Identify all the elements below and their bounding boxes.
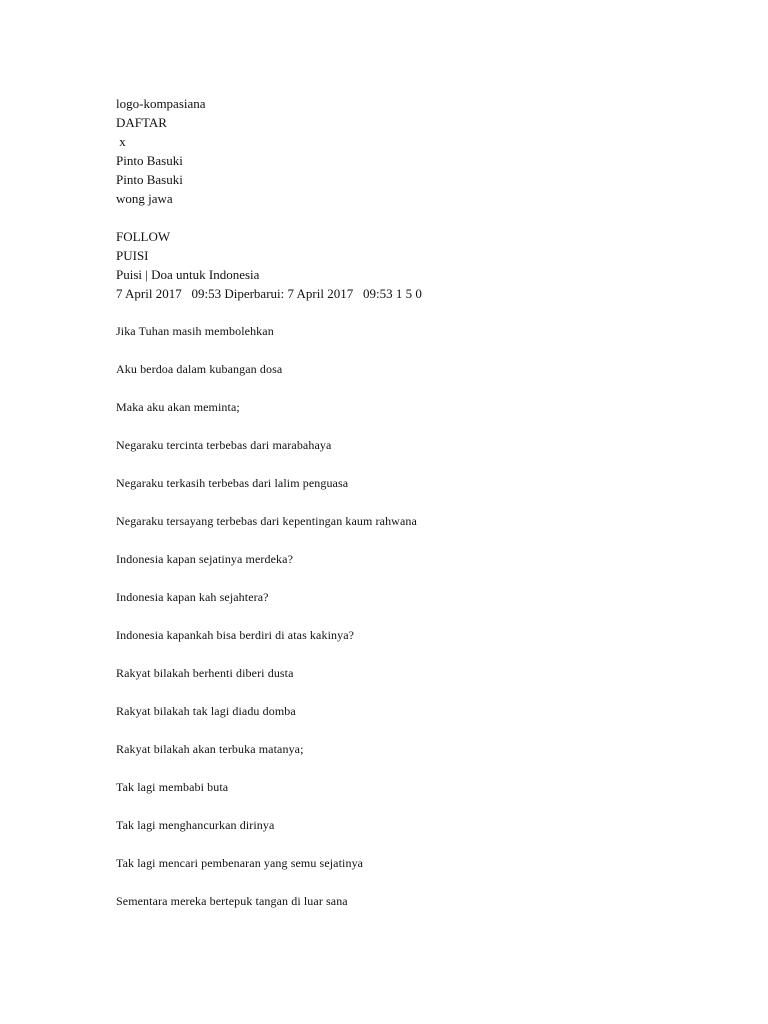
close-link[interactable]: x — [116, 134, 126, 149]
poem-line: Tak lagi membabi buta — [116, 780, 229, 794]
poem-line: Indonesia kapankah bisa berdiri di atas kakinya? — [116, 628, 355, 642]
article-title: Puisi | Doa untuk Indonesia — [116, 267, 260, 282]
category-link[interactable]: PUISI — [116, 248, 149, 263]
poem-line: Indonesia kapan kah sejahtera? — [116, 590, 269, 604]
poem-line: Negaraku tersayang terbebas dari kepentingan kaum rahwana — [116, 514, 417, 528]
poem-line: Tak lagi mencari pembenaran yang semu sejatinya — [116, 856, 364, 870]
logo-alt-text[interactable]: logo-kompasiana — [116, 96, 206, 111]
register-link[interactable]: DAFTAR — [116, 115, 167, 130]
poem-line: Aku berdoa dalam kubangan dosa — [116, 362, 283, 376]
author-bio: wong jawa — [116, 191, 173, 206]
follow-button[interactable]: FOLLOW — [116, 229, 171, 244]
poem-body — [116, 322, 716, 911]
article-meta: 7 April 2017 09:53 Diperbarui: 7 April 2017 09:53 1 5 0 — [116, 286, 422, 301]
poem-line: Maka aku akan meminta; — [116, 400, 240, 414]
poem-line: Negaraku terkasih terbebas dari lalim penguasa — [116, 476, 349, 490]
spacer — [116, 208, 716, 227]
poem-line: Negaraku tercinta terbebas dari marabahaya — [116, 438, 332, 452]
article-page — [116, 94, 716, 930]
poem-line: Rakyat bilakah berhenti diberi dusta — [116, 666, 294, 680]
poem-line: Indonesia kapan sejatinya merdeka? — [116, 552, 293, 566]
author-name-link[interactable]: Pinto Basuki — [116, 153, 183, 168]
poem-line: Rakyat bilakah tak lagi diadu domba — [116, 704, 296, 718]
poem-line: Sementara mereka bertepuk tangan di luar sana — [116, 894, 348, 908]
poem-line: Rakyat bilakah akan terbuka matanya; — [116, 742, 304, 756]
poem-line: Tak lagi menghancurkan dirinya — [116, 818, 275, 832]
poem-line: Jika Tuhan masih membolehkan — [116, 324, 274, 338]
author-display-name[interactable]: Pinto Basuki — [116, 172, 183, 187]
